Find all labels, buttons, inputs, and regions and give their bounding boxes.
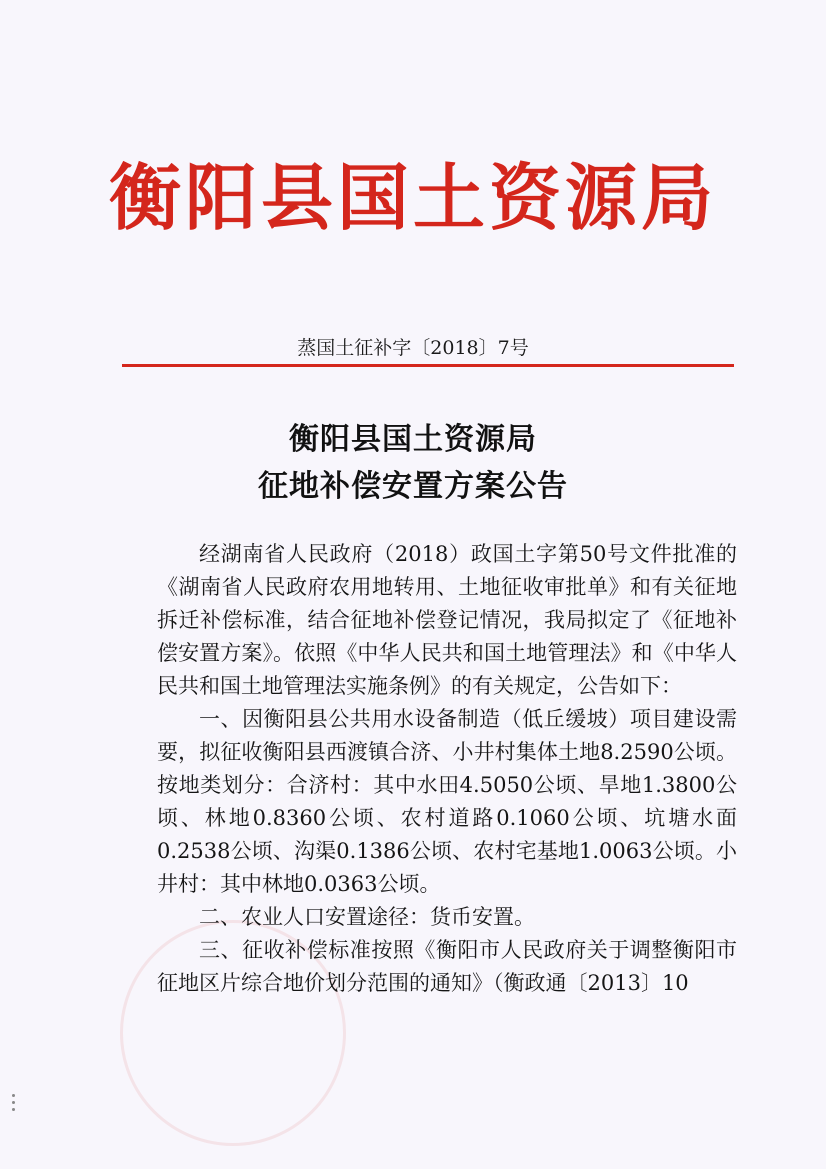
notice-title-line-2: 征地补偿安置方案公告 <box>258 469 568 504</box>
body-paragraph: 三、征收补偿标准按照《衡阳市人民政府关于调整衡阳市征地区片综合地价划分范围的通知》（衡政通〔2013〕10 <box>157 938 737 995</box>
notice-body <box>157 538 737 1000</box>
letterhead-divider <box>122 364 734 367</box>
notice-title-line-1: 衡阳县国土资源局 <box>289 422 537 457</box>
body-paragraph: 一、因衡阳县公共用水设备制造（低丘缓坡）项目建设需要，拟征收衡阳县西渡镇合济、小井村集体土地8.2590公顷。按地类划分：合济村：其中水田4.5050公顷、旱地1.3800公顷、林地0.8360公顷、农村道路0.1060公顷、坑塘水面0.2538公顷、沟渠0.1386公顷、农村宅基地1.0063公顷。小井村：其中林地0.0363公顷。 <box>157 707 737 896</box>
body-paragraph: 二、农业人口安置途径：货币安置。 <box>199 905 535 929</box>
body-paragraph: 经湖南省人民政府（2018）政国土字第50号文件批准的《湖南省人民政府农用地转用、土地征收审批单》和有关征地拆迁补偿标准，结合征地补偿登记情况，我局拟定了《征地补偿安置方案》。依照《中华人民共和国土地管理法》和《中华人民共和国土地管理法实施条例》的有关规定，公告如下： <box>157 542 737 698</box>
letterhead-org-name: 衡阳县国土资源局 <box>108 155 717 240</box>
binding-marks <box>8 1090 20 1120</box>
document-number: 蒸国土征补字〔2018〕7号 <box>297 337 529 359</box>
